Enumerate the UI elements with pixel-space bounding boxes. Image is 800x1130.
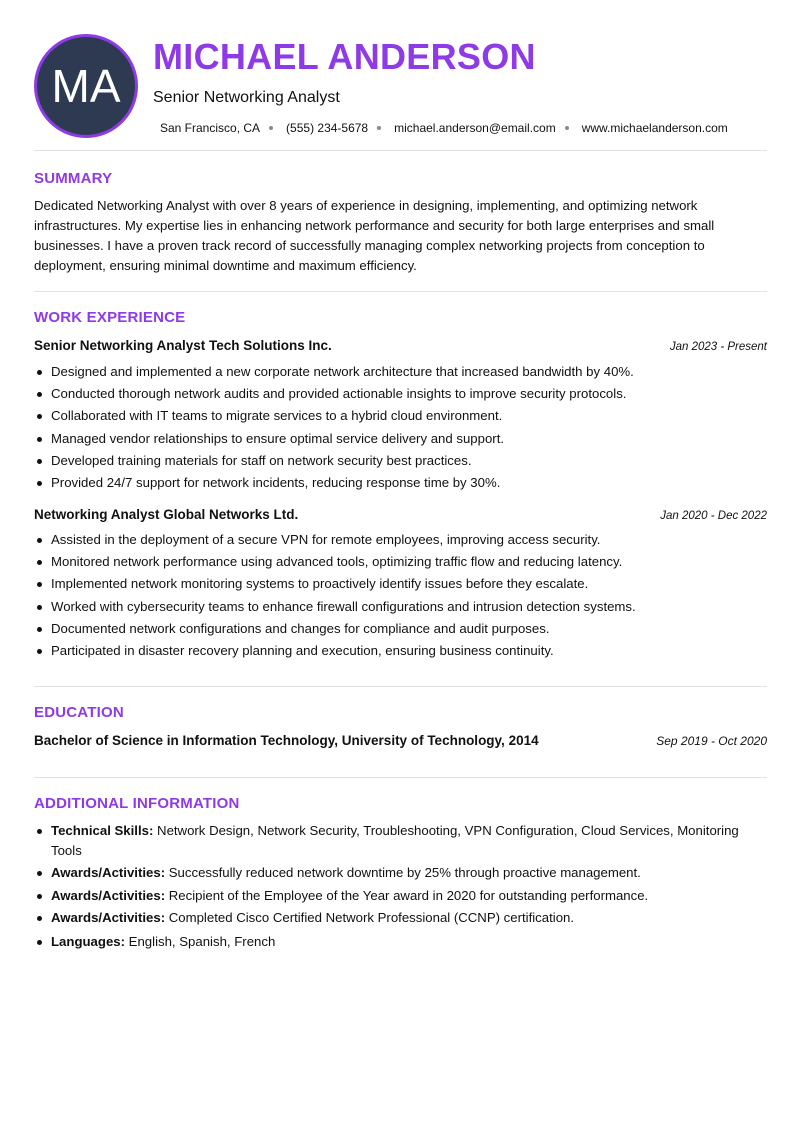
divider [34,777,767,778]
list-item [34,863,767,883]
education-dates: Sep 2019 - Oct 2020 [656,734,767,748]
section-title-additional: ADDITIONAL INFORMATION [34,795,240,812]
job-header [34,338,767,353]
list-item: Participated in disaster recovery planning and execution, ensuring business continuity. [34,640,767,662]
contact-location: San Francisco, CA [160,121,261,135]
contact-line [160,121,728,135]
info-value: Network Design, Network Security, Troubleshooting, VPN Configuration, Cloud Services, Monitoring Tools [51,823,739,858]
contact-phone[interactable]: (555) 234-5678 [286,121,369,135]
job-header [34,507,767,522]
candidate-name: MICHAEL ANDERSON [153,36,536,77]
list-item: Designed and implemented a new corporate network architecture that increased bandwidth by 40%. [34,361,767,383]
info-label: Technical Skills: [51,823,154,838]
candidate-title: Senior Networking Analyst [153,89,340,106]
info-value: Successfully reduced network downtime by 25% through proactive management. [165,865,641,880]
list-item: Managed vendor relationships to ensure optimal service delivery and support. [34,428,767,450]
contact-website[interactable]: www.michaelanderson.com [581,121,728,135]
job-role: Senior Networking Analyst Tech Solutions Inc. [34,338,332,353]
info-label: Awards/Activities: [51,865,166,880]
job-bullets [34,529,767,662]
divider [34,150,767,151]
list-item [34,821,767,860]
list-item [34,932,767,952]
section-title-summary: SUMMARY [34,170,113,187]
list-item: Documented network configurations and changes for compliance and audit purposes. [34,618,767,640]
info-value: English, Spanish, French [125,933,276,949]
info-value: Recipient of the Employee of the Year award in 2020 for outstanding performance. [165,887,649,903]
info-value: Completed Cisco Certified Network Professional (CCNP) certification. [165,910,575,925]
section-title-experience: WORK EXPERIENCE [34,309,186,326]
separator-dot [377,126,381,130]
list-item [34,908,767,928]
separator-dot [269,126,273,130]
list-item: Assisted in the deployment of a secure VPN for remote employees, improving access security. [34,529,767,551]
list-item [34,886,767,906]
info-label: Awards/Activities: [51,887,166,903]
summary-text: Dedicated Networking Analyst with over 8 years of experience in designing, implementing, and optimizing network infrastructures. My expertise lies in enhancing network performance and security for both large enterprises and small businesses. I have a proven track record of successfully managing complex networking projects from conception to deployment, ensuring minimal downtime and maximum efficiency. [34,198,715,273]
list-item: Worked with cybersecurity teams to enhance firewall configurations and intrusion detection systems. [34,596,767,618]
info-label: Awards/Activities: [51,910,166,925]
list-item: Conducted thorough network audits and provided actionable insights to improve security protocols. [34,383,767,405]
avatar-initials: MA [51,60,121,112]
info-label: Languages: [51,933,126,949]
job-bullets [34,361,767,494]
job-role: Networking Analyst Global Networks Ltd. [34,507,299,522]
additional-info-list [34,821,767,954]
avatar [34,34,138,138]
separator-dot [565,126,569,130]
contact-email[interactable]: michael.anderson@email.com [394,121,556,135]
list-item: Implemented network monitoring systems to proactively identify issues before they escalate. [34,573,767,595]
list-item: Collaborated with IT teams to migrate services to a hybrid cloud environment. [34,405,767,427]
education-degree: Bachelor of Science in Information Technology, University of Technology, 2014 [34,733,539,748]
section-title-education: EDUCATION [34,704,124,721]
list-item: Provided 24/7 support for network incidents, reducing response time by 30%. [34,472,767,494]
list-item: Monitored network performance using advanced tools, optimizing traffic flow and reducing latency. [34,551,767,573]
education-entry [34,733,767,748]
job-dates: Jan 2023 - Present [669,341,767,353]
divider [34,291,767,292]
list-item: Developed training materials for staff on network security best practices. [34,450,767,472]
divider [34,686,767,687]
job-dates: Jan 2020 - Dec 2022 [660,510,767,522]
